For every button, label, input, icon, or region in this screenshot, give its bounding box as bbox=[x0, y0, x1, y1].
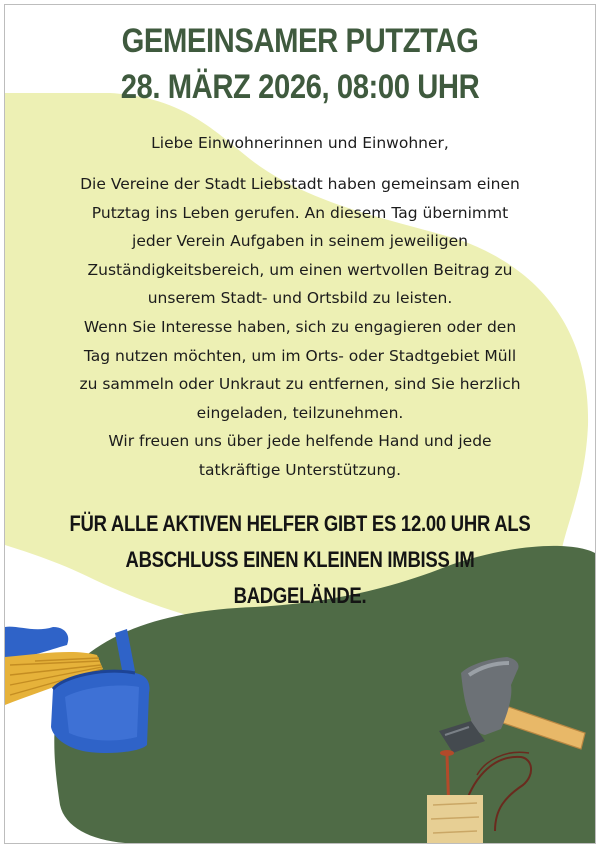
body-line: Zuständigkeitsbereich, um einen wertvollen Beitrag zu bbox=[87, 260, 513, 279]
body-line: unserem Stadt- und Ortsbild zu leisten. bbox=[147, 289, 453, 308]
flyer-page bbox=[4, 4, 596, 844]
notice-line: ABSCHLUSS EINEN KLEINEN IMBISS IM bbox=[125, 547, 475, 572]
event-date-time: 28. MÄRZ 2026, 08:00 UHR bbox=[120, 68, 480, 106]
notice-line: BADGELÄNDE. bbox=[233, 583, 367, 608]
body-line: Wenn Sie Interesse haben, sich zu engagieren oder den bbox=[83, 318, 517, 336]
greeting: Liebe Einwohnerinnen und Einwohner, bbox=[151, 134, 449, 152]
body-line: jeder Verein Aufgaben in seinem jeweiligen bbox=[132, 232, 468, 251]
event-title: GEMEINSAMER PUTZTAG bbox=[121, 22, 479, 60]
body-line: tatkräftige Unterstützung. bbox=[198, 461, 402, 479]
body-line: zu sammeln oder Unkraut zu entfernen, sind Sie herzlich bbox=[79, 375, 521, 394]
notice-line: FÜR ALLE AKTIVEN HELFER GIBT ES 12.00 UHR ALS bbox=[69, 511, 531, 536]
wood-block-icon bbox=[427, 795, 487, 843]
dustpan-icon bbox=[43, 627, 163, 757]
body-line: Tag nutzen möchten, um im Orts- oder Stadtgebiet Müll bbox=[83, 346, 517, 365]
body-line: eingeladen, teilzunehmen. bbox=[196, 403, 404, 422]
body-line: Putztag ins Leben gerufen. An diesem Tag übernimmt bbox=[91, 203, 509, 222]
body-line: Die Vereine der Stadt Liebstadt haben gemeinsam einen bbox=[80, 175, 520, 193]
body-line: Wir freuen uns über jede helfende Hand und jede bbox=[108, 432, 492, 451]
